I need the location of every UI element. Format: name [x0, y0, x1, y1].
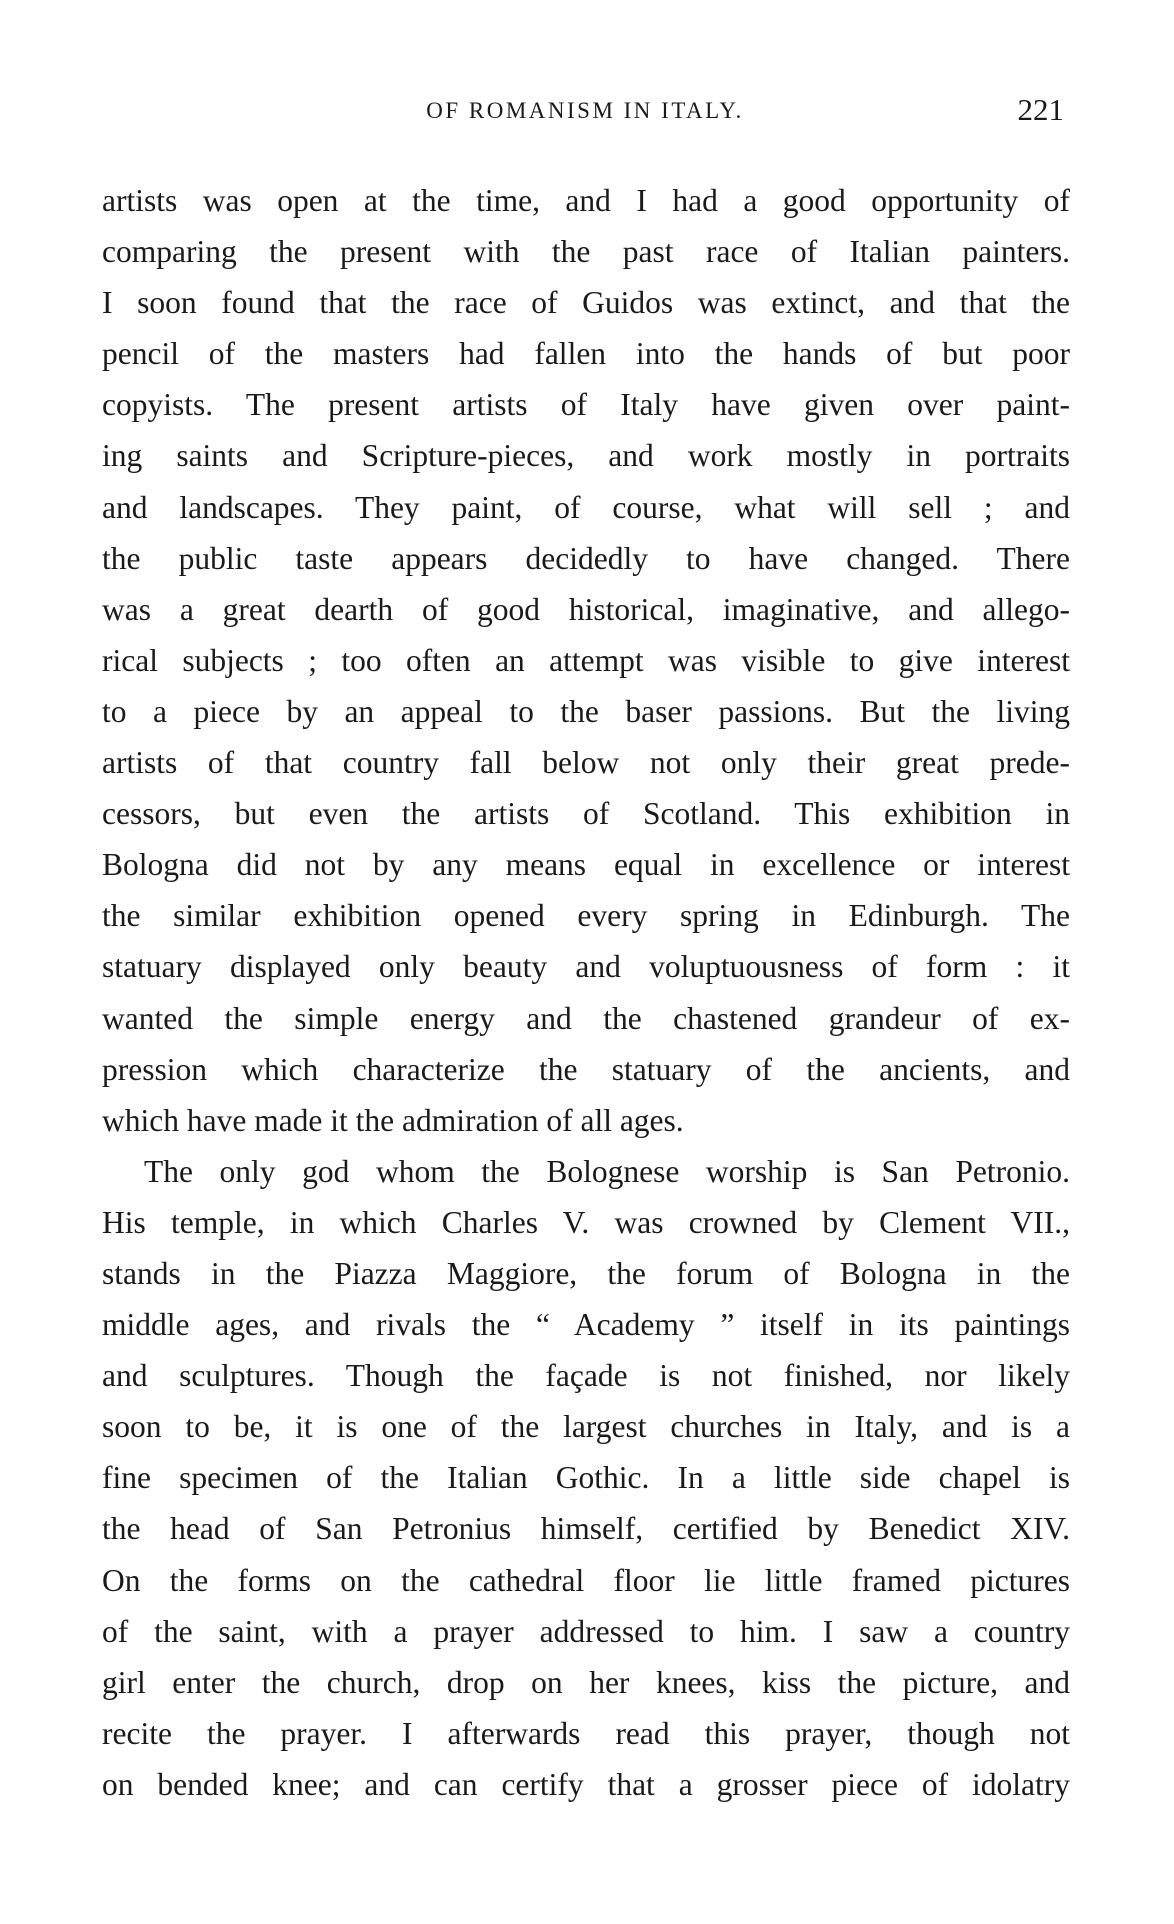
- text-line: which have made it the admiration of all ages.: [102, 1102, 684, 1138]
- text-line: middle ages, and rivals the “ Academy ” itself in its paintings: [102, 1307, 1070, 1343]
- text-line: and landscapes. They paint, of course, what will sell ; and: [102, 489, 1070, 525]
- running-title: OF ROMANISM IN ITALY.: [426, 98, 744, 123]
- text-line: was a great dearth of good historical, imaginative, and allego-: [102, 591, 1070, 627]
- text-line: rical subjects ; too often an attempt was visible to give interest: [102, 642, 1070, 678]
- page-header: [100, 92, 1070, 132]
- text-line: His temple, in which Charles V. was crowned by Clement VII.,: [102, 1204, 1070, 1240]
- text-line: statuary displayed only beauty and voluptuousness of form : it: [102, 949, 1070, 985]
- text-line: comparing the present with the past race of Italian painters.: [102, 234, 1070, 270]
- text-line: On the forms on the cathedral floor lie little framed pictures: [102, 1562, 1070, 1598]
- text-line: artists of that country fall below not only their great prede-: [102, 745, 1070, 781]
- text-line: ing saints and Scripture-pieces, and work mostly in portraits: [102, 438, 1070, 474]
- paragraph-start-line: The only god whom the Bolognese worship is San Petronio.: [144, 1153, 1070, 1189]
- text-line: stands in the Piazza Maggiore, the forum of Bologna in the: [102, 1255, 1070, 1291]
- text-line: and sculptures. Though the façade is not finished, nor likely: [102, 1358, 1070, 1394]
- text-line: pencil of the masters had fallen into the hands of but poor: [102, 336, 1070, 372]
- text-line: of the saint, with a prayer addressed to him. I saw a country: [102, 1613, 1070, 1649]
- text-line: the similar exhibition opened every spring in Edinburgh. The: [102, 898, 1070, 934]
- text-line: Bologna did not by any means equal in excellence or interest: [102, 847, 1070, 883]
- text-line: girl enter the church, drop on her knees, kiss the picture, and: [102, 1664, 1070, 1700]
- text-line: fine specimen of the Italian Gothic. In a little side chapel is: [102, 1460, 1070, 1496]
- text-line: to a piece by an appeal to the baser passions. But the living: [102, 693, 1070, 729]
- text-line: artists was open at the time, and I had a good opportunity of: [102, 183, 1070, 218]
- body-text: [102, 175, 1070, 1810]
- text-line: cessors, but even the artists of Scotland. This exhibition in: [102, 796, 1070, 832]
- page-number: 221: [1017, 92, 1064, 127]
- text-line: the public taste appears decidedly to have changed. There: [102, 540, 1070, 576]
- text-line: on bended knee; and can certify that a grosser piece of idolatry: [102, 1766, 1070, 1802]
- text-line: I soon found that the race of Guidos was extinct, and that the: [102, 285, 1070, 321]
- text-line: pression which characterize the statuary of the ancients, and: [102, 1051, 1070, 1087]
- text-line: recite the prayer. I afterwards read this prayer, though not: [102, 1715, 1070, 1751]
- text-line: wanted the simple energy and the chastened grandeur of ex-: [102, 1000, 1070, 1036]
- text-line: copyists. The present artists of Italy have given over paint-: [102, 387, 1070, 423]
- text-line: soon to be, it is one of the largest churches in Italy, and is a: [102, 1409, 1070, 1445]
- text-line: the head of San Petronius himself, certified by Benedict XIV.: [102, 1511, 1070, 1547]
